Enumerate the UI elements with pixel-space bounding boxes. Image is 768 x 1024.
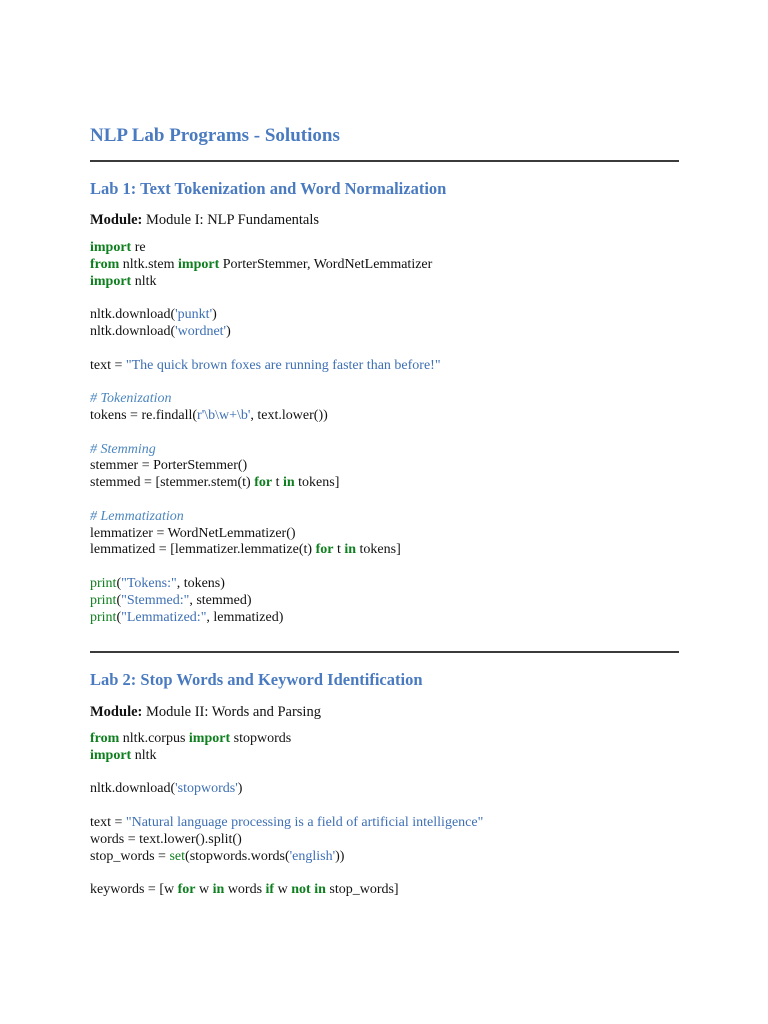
code-token: nltk bbox=[131, 747, 157, 763]
code-line bbox=[90, 358, 441, 375]
code-token: stop_words = bbox=[90, 848, 170, 864]
lab-1-code-block bbox=[90, 240, 441, 626]
page-title: NLP Lab Programs - Solutions bbox=[90, 125, 340, 146]
code-token: ( bbox=[116, 592, 122, 608]
code-token: nltk.stem bbox=[119, 256, 179, 272]
code-line bbox=[90, 458, 441, 475]
code-token: for bbox=[177, 882, 196, 898]
code-token: tokens] bbox=[356, 542, 401, 558]
code-token: print bbox=[90, 609, 117, 625]
code-token: )) bbox=[335, 848, 345, 864]
code-line bbox=[90, 731, 483, 748]
code-token: , tokens) bbox=[176, 575, 225, 591]
code-line bbox=[90, 509, 441, 526]
code-token: lemmatized = [lemmatizer.lemmatize(t) bbox=[90, 542, 316, 558]
code-token: ) bbox=[226, 323, 231, 339]
lab-2-code-block bbox=[90, 731, 483, 899]
code-token: re bbox=[131, 240, 146, 255]
code-line bbox=[90, 240, 441, 257]
code-token: "Stemmed:" bbox=[121, 592, 190, 608]
code-line bbox=[90, 307, 441, 324]
module-value: Module II: Words and Parsing bbox=[142, 704, 321, 720]
code-token: "The quick brown foxes are running faster than before!" bbox=[125, 357, 441, 373]
code-line bbox=[90, 274, 441, 291]
code-token: import bbox=[90, 747, 132, 763]
code-token: from bbox=[90, 731, 120, 746]
code-token: keywords = [w bbox=[90, 882, 178, 898]
code-token: in bbox=[344, 542, 357, 558]
module-value: Module I: NLP Fundamentals bbox=[142, 212, 320, 228]
code-line bbox=[90, 475, 441, 492]
code-token: w bbox=[274, 882, 292, 898]
code-token: text = bbox=[90, 357, 126, 373]
code-line bbox=[90, 593, 441, 610]
code-token: 'stopwords' bbox=[175, 781, 238, 797]
code-token: import bbox=[188, 731, 231, 746]
code-token: ( bbox=[116, 575, 122, 591]
code-token: stopwords bbox=[230, 731, 292, 746]
code-token: lemmatizer = WordNetLemmatizer() bbox=[90, 525, 296, 541]
lab-1-heading: Lab 1: Text Tokenization and Word Normalization bbox=[90, 179, 447, 198]
code-token: , text.lower()) bbox=[250, 407, 328, 423]
code-blank-line bbox=[90, 798, 483, 815]
code-token: 'wordnet' bbox=[175, 323, 227, 339]
code-token: stemmed = [stemmer.stem(t) bbox=[90, 475, 255, 491]
code-token: nltk.download( bbox=[90, 307, 176, 323]
code-token: in bbox=[314, 882, 326, 898]
code-token: nltk.download( bbox=[90, 781, 176, 797]
code-token: if bbox=[265, 882, 275, 898]
lab-1-module-line bbox=[90, 211, 319, 229]
code-line bbox=[90, 391, 441, 408]
lab-2-module-line bbox=[90, 703, 321, 721]
code-line bbox=[90, 849, 483, 866]
code-line bbox=[90, 542, 441, 559]
code-line bbox=[90, 576, 441, 593]
code-token: # Stemming bbox=[90, 441, 156, 457]
code-line bbox=[90, 526, 441, 543]
code-token: ) bbox=[212, 307, 217, 323]
code-token: in bbox=[212, 882, 225, 898]
code-token: stop_words] bbox=[325, 882, 399, 898]
code-token: tokens] bbox=[294, 475, 340, 491]
code-token: from bbox=[90, 256, 120, 272]
code-token: r'\b\w+\b' bbox=[197, 407, 251, 423]
code-token: tokens = re.findall( bbox=[90, 407, 198, 423]
code-line bbox=[90, 832, 483, 849]
code-token: text = bbox=[90, 814, 126, 830]
code-token: print bbox=[90, 575, 117, 591]
module-label: Module: bbox=[90, 212, 143, 228]
code-token: "Natural language processing is a field of artificial intelligence" bbox=[125, 814, 484, 830]
code-token: , stemmed) bbox=[189, 592, 252, 608]
code-token: (stopwords.words( bbox=[185, 848, 290, 864]
code-token: set bbox=[169, 848, 186, 864]
code-line bbox=[90, 257, 441, 274]
module-label: Module: bbox=[90, 704, 143, 720]
code-blank-line bbox=[90, 425, 441, 442]
code-token: for bbox=[315, 542, 334, 558]
code-token: import bbox=[90, 273, 132, 289]
code-line bbox=[90, 324, 441, 341]
code-token: ( bbox=[116, 609, 122, 625]
code-token: "Lemmatized:" bbox=[121, 609, 207, 625]
code-token: t bbox=[333, 542, 345, 558]
code-line bbox=[90, 815, 483, 832]
code-blank-line bbox=[90, 865, 483, 882]
section-divider bbox=[90, 651, 679, 653]
code-token: ) bbox=[237, 781, 243, 797]
code-token: not bbox=[291, 882, 311, 898]
code-token: stemmer = PorterStemmer() bbox=[90, 458, 248, 474]
code-token: words = text.lower().split() bbox=[90, 831, 242, 847]
code-token: in bbox=[282, 475, 295, 491]
code-token: PorterStemmer, WordNetLemmatizer bbox=[219, 256, 433, 272]
code-line bbox=[90, 610, 441, 627]
code-token: nltk.corpus bbox=[119, 731, 189, 746]
code-line bbox=[90, 781, 483, 798]
code-token: import bbox=[178, 256, 220, 272]
code-token: t bbox=[272, 475, 283, 491]
code-token: nltk bbox=[131, 273, 157, 289]
code-token: 'english' bbox=[289, 848, 336, 864]
code-token: for bbox=[254, 475, 273, 491]
code-line bbox=[90, 408, 441, 425]
code-blank-line bbox=[90, 765, 483, 782]
code-blank-line bbox=[90, 492, 441, 509]
code-token: "Tokens:" bbox=[121, 575, 177, 591]
code-line bbox=[90, 748, 483, 765]
code-blank-line bbox=[90, 341, 441, 358]
code-token: # Tokenization bbox=[90, 391, 172, 407]
code-token: print bbox=[90, 592, 117, 608]
code-blank-line bbox=[90, 290, 441, 307]
section-divider bbox=[90, 160, 679, 162]
code-token: 'punkt' bbox=[175, 307, 213, 323]
code-token: w bbox=[195, 882, 213, 898]
code-token: # Lemmatization bbox=[90, 508, 184, 524]
code-token: import bbox=[90, 240, 132, 255]
code-line bbox=[90, 442, 441, 459]
code-token: , lemmatized) bbox=[206, 609, 284, 625]
code-blank-line bbox=[90, 559, 441, 576]
code-blank-line bbox=[90, 374, 441, 391]
code-token: nltk.download( bbox=[90, 323, 176, 339]
code-line bbox=[90, 882, 483, 899]
code-token: words bbox=[224, 882, 266, 898]
lab-2-heading: Lab 2: Stop Words and Keyword Identification bbox=[90, 670, 423, 689]
